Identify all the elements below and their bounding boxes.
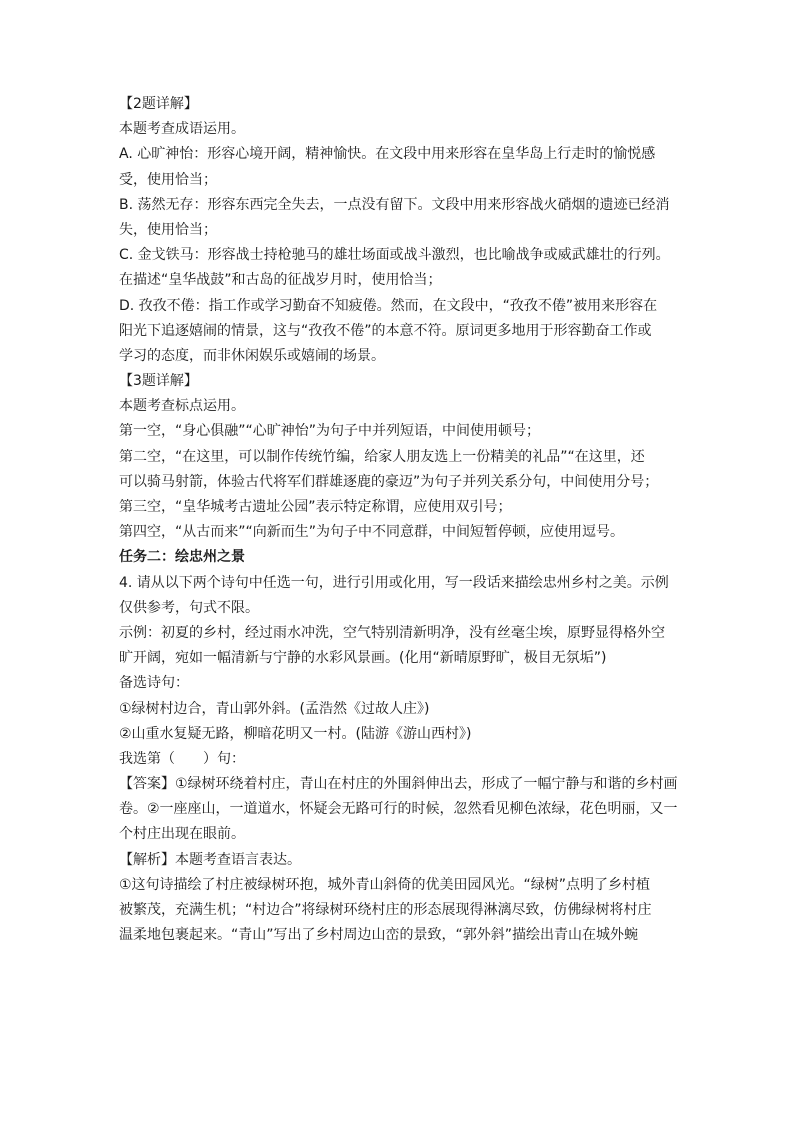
text-line: 我选第（ ）句： <box>119 750 245 767</box>
section-heading-q3: 【3题详解】 <box>119 373 198 390</box>
text-line: 可以骑马射箭，体验古代将军们群雄逐鹿的豪迈”为句子并列关系分句，中间使用分号； <box>119 473 659 490</box>
text-line: 旷开阔，宛如一幅清新与宁静的水彩风景画。(化用“新晴原野旷，极目无氛垢”) <box>119 650 607 667</box>
document-body <box>119 92 679 948</box>
text-line: 受，使用恰当； <box>119 171 217 188</box>
text-line: 第四空，“从古而来”“向新而生”为句子中不同意群，中间短暂停顿，应使用逗号。 <box>119 524 625 541</box>
option-b-line: B. 荡然无存：形容东西完全失去，一点没有留下。文段中用来形容战火硝烟的遗迹已经消 <box>119 196 670 213</box>
example-line: 示例：初夏的乡村，经过雨水冲洗，空气特别清新明净，没有丝毫尘埃，原野显得格外空 <box>119 624 665 641</box>
option-a-line: A. 心旷神怡：形容心境开阔，精神愉快。在文段中用来形容在皇华岛上行走时的愉悦感 <box>119 146 656 163</box>
text-line: 本题考查成语运用。 <box>119 121 245 138</box>
text-line: 失，使用恰当； <box>119 221 217 238</box>
text-line: 卷。②一座座山，一道道水，怀疑会无路可行的时候，忽然看见柳色浓绿，花色明丽，又一 <box>119 801 678 818</box>
option-c-line: C. 金戈铁马：形容战士持枪驰马的雄壮场面或战斗激烈，也比喻战争或威武雄壮的行列。 <box>119 247 670 264</box>
text-line: 第一空，“身心俱融”“心旷神怡”为句子中并列短语，中间使用顿号； <box>119 423 541 440</box>
text-line: 第三空，“皇华城考古遗址公园”表示特定称谓，应使用双引号； <box>119 499 512 515</box>
poem-option-1: ①绿树村边合，青山郭外斜。(孟浩然《过故人庄》) <box>119 700 430 717</box>
text-line: 个村庄出现在眼前。 <box>119 826 245 843</box>
text-line: 被繁茂，充满生机；“村边合”将绿树环绕村庄的形态展现得淋漓尽致，仿佛绿树将村庄 <box>119 902 652 918</box>
text-line: 在描述“皇华战鼓”和古岛的征战岁月时，使用恰当； <box>119 272 442 289</box>
task-heading: 任务二：绘忠州之景 <box>119 549 245 566</box>
text-line: 学习的态度，而非休闲娱乐或嬉闹的场景。 <box>119 347 385 364</box>
text-line: 仅供参考，句式不限。 <box>119 599 259 616</box>
text-line: 备选诗句： <box>119 675 189 692</box>
text-line: ①这句诗描绘了村庄被绿树环抱，城外青山斜倚的优美田园风光。“绿树”点明了乡村植 <box>119 876 651 893</box>
option-d-line: D. 孜孜不倦：指工作或学习勤奋不知疲倦。然而，在文段中，“孜孜不倦”被用来形容在 <box>119 297 658 314</box>
text-line: 阳光下追逐嬉闹的情景，这与“孜孜不倦”的本意不符。原词更多地用于形容勤奋工作或 <box>119 322 652 339</box>
question-4-line: 4. 请从以下两个诗句中任选一句，进行引用或化用，写一段话来描绘忠州乡村之美。示例 <box>119 574 669 591</box>
section-heading-q2: 【2题详解】 <box>119 96 198 112</box>
analysis-line: 【解析】本题考查语言表达。 <box>119 851 301 868</box>
text-line: 温柔地包裹起来。“青山”写出了乡村周边山峦的景致，“郭外斜”描绘出青山在城外蜿 <box>119 927 639 944</box>
text-line: 本题考查标点运用。 <box>119 398 245 415</box>
answer-line: 【答案】①绿树环绕着村庄，青山在村庄的外围斜伸出去，形成了一幅宁静与和谐的乡村画 <box>119 776 678 793</box>
poem-option-2: ②山重水复疑无路，柳暗花明又一村。(陆游《游山西村》) <box>119 725 472 742</box>
text-line: 第二空，“在这里，可以制作传统竹编，给家人朋友选上一份精美的礼品”“在这里，还 <box>119 448 645 465</box>
